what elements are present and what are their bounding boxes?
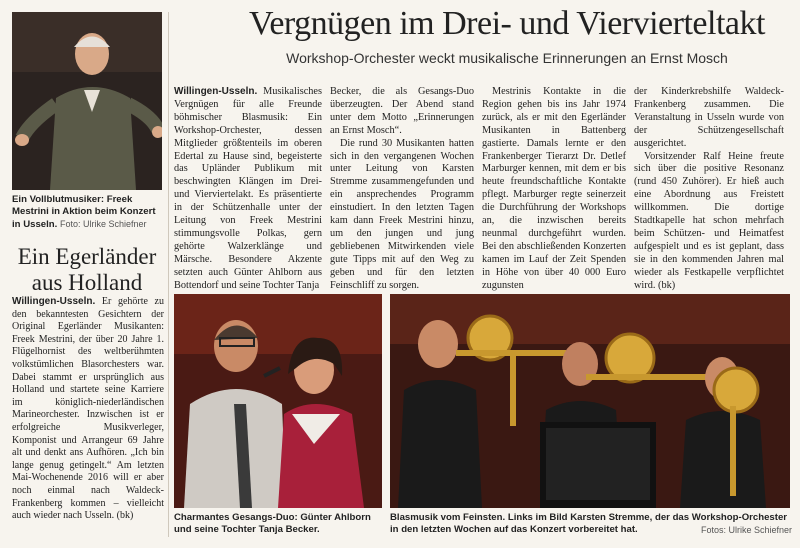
brass-caption-text: Blasmusik vom Feinsten. Links im Bild Karsten Stremme, der das Workshop-Orchester in den letzten Wochen auf das Konzert vorbereitet hat. [390, 512, 788, 535]
side-article-text: Er gehörte zu den bekanntesten Gesichtern der Original Egerländer Musikanten: Freek Mestrini, der über 20 Jahre 1. Flügelhornist des weltberühmten volkstümlichen Blasorchesters war. Dabei stammt er ursprünglich aus Holland und startete seine Karriere im königlich-niederländischen Marineorchester. Inzwischen ist er erfolgreiche Musikverleger, Komponist und Arrangeur 69 Jahre alt und denkt ans Aufhören. „Ich bin lange genug getingelt.“ Am letzten Mai-Wochenende 2016 will er aber noch einmal nach Waldeck-Frankenberg kommen – vielleicht auch wieder nach Usseln. (bk) [12, 296, 164, 522]
brass-photo-caption [390, 512, 792, 536]
main-col1-paragraph: Musikalisches Vergnügen für alle Freunde böhmischer Blasmusik: Ein Workshop-Orchester, dessen Mitglieder größtenteils im oberen Edertal zu Hause sind, begeisterte das Upländer Publikum mit beschwingten Klängen im Drei- und Vierviertelakt. Es präsentierte in der Schützenhalle unter der Leitung von Freek Mestrini stimmungsvolle Polkas, gern gehörte Walzerklänge und Märsche. Besondere Akzente setzten auch Günter Ahlborn aus Bottendorf und seine Tochter Tanja [174, 86, 322, 291]
main-article-dateline: Willingen-Usseln. [174, 86, 258, 97]
main-article-column-3 [482, 86, 626, 293]
headline: Vergnügen im Drei- und Viervierteltakt [249, 5, 765, 42]
side-article-headline: Ein Egerländer aus Holland [17, 244, 157, 295]
main-col3-paragraph: Mestrinis Kontakte in die Region gehen bis ins Jahr 1974 zurück, als er mit den Egerländer Musikanten in Battenberg gastierte. Damals lernte er den Frankenberger Tierarzt Dr. Detlef Marburger kennen, mit dem er bis heute freundschaftliche Kontakte pflegt. Marburger regte seinerzeit die Durchführung der Workshops an, die inzwischen bereits neunmal durchgeführt wurden. Bei den abschließenden Konzerten kamen im Lauf der Zeit Spenden in Höhe von über 40 000 Euro zugunsten [482, 86, 626, 291]
side-article-body [12, 296, 164, 523]
main-article-column-2 [330, 86, 474, 293]
main-col4-paragraph-1: der Kinderkrebshilfe Waldeck-Frankenberg zusammen. Die Veranstaltung in Usseln wurde von der Schützengesellschaft ausgerichtet. [634, 86, 784, 149]
main-col4-paragraph-2: Vorsitzender Ralf Heine freute sich über die positive Resonanz (rund 450 Zuhörer). Er hieß auch eine Abordnung aus Freistett willkommen. Die dortige Stadtkapelle hat schon mehrfach beim Schützen- und Heimatfest aufgespielt und es ist geplant, dass sie in den kommenden Jahren mal wieder als Festkapelle verpflichtet wird. (bk) [634, 150, 784, 291]
duo-photo-caption: Charmantes Gesangs-Duo: Günter Ahlborn und seine Tochter Tanja Becker. [174, 512, 371, 535]
duo-photo [174, 294, 382, 508]
main-article-column-1 [174, 86, 322, 293]
side-article-dateline: Willingen-Usseln. [12, 296, 96, 307]
conductor-photo-caption [12, 194, 164, 231]
brass-photo-credit: Fotos: Ulrike Schiefner [700, 525, 792, 535]
main-article-column-4 [634, 86, 784, 293]
main-col2-paragraph-1: Becker, die als Gesangs-Duo überzeugten. Der Abend stand unter dem Motto „Erinnerungen an Ernst Mosch“. [330, 86, 474, 136]
brass-photo [390, 294, 790, 508]
subheadline: Workshop-Orchester weckt musikalische Erinnerungen an Ernst Mosch [286, 50, 728, 66]
main-col2-paragraph-2: Die rund 30 Musikanten hatten sich in den vergangenen Wochen unter Leitung von Karsten Stremme zusammengefunden und ein ansprechendes Programm einstudiert. In den letzten Tagen kam dann Freek Mestrini hinzu, um den jungen und jung gebliebenen Mitwirkenden viele gute Tipps mit auf den Weg zu geben und für den letzten Feinschliff zu sorgen. [330, 137, 474, 291]
column-divider [168, 12, 169, 537]
conductor-photo-credit: Foto: Ulrike Schiefner [60, 219, 147, 229]
conductor-photo [12, 12, 162, 190]
conductor-caption-text: Ein Vollblutmusiker: Freek Mestrini in Aktion beim Konzert in Usseln. [12, 194, 156, 230]
